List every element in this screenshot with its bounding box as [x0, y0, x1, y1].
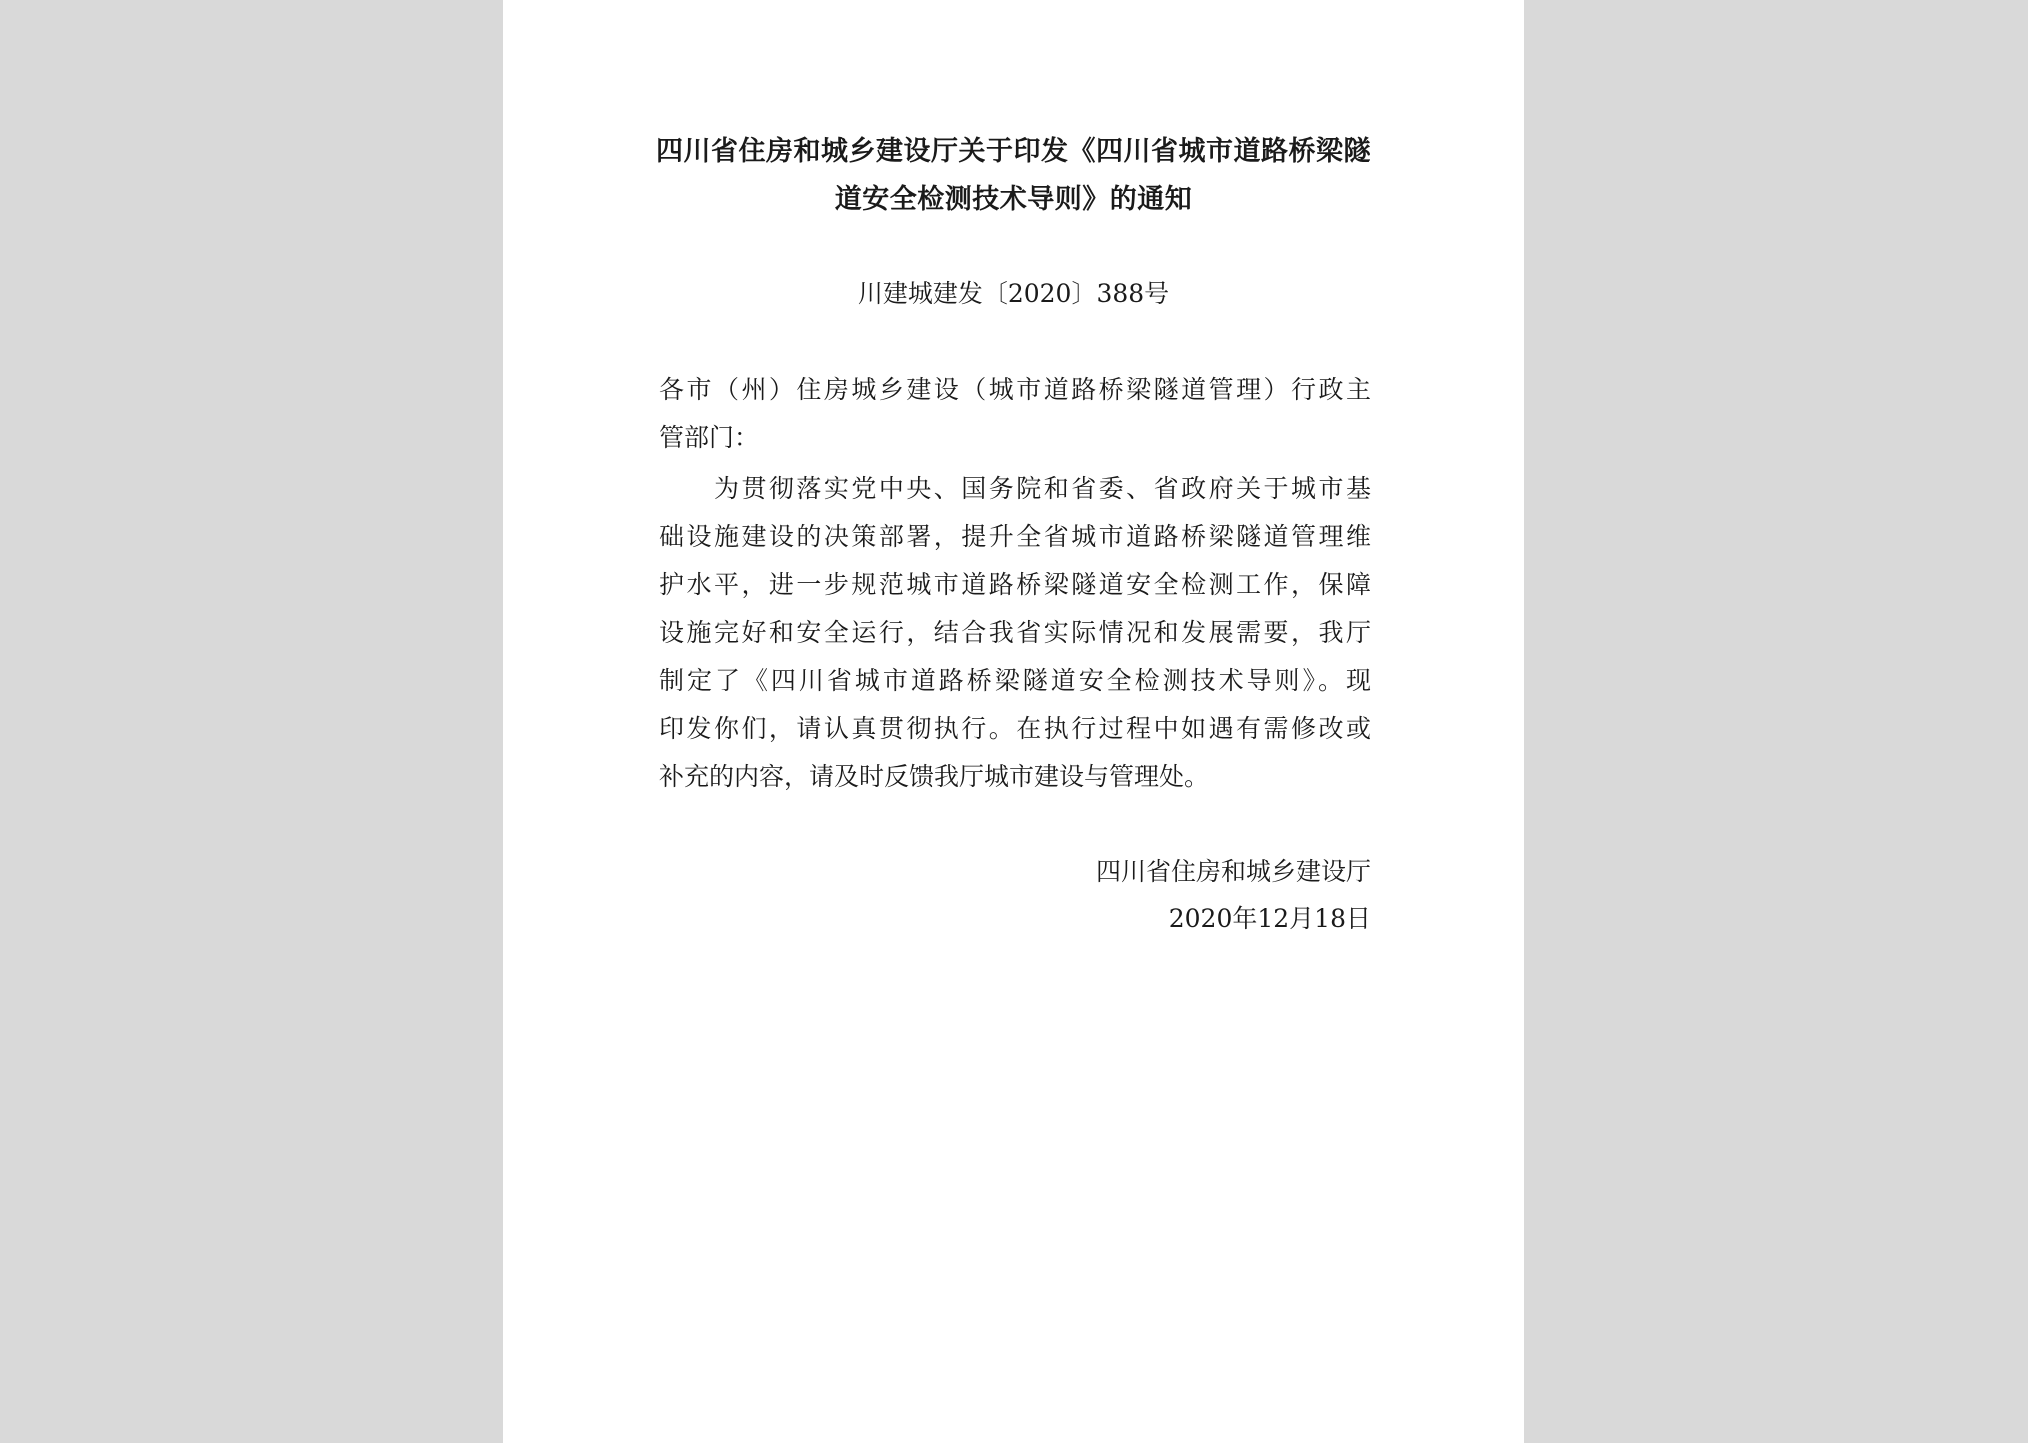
body-line: 补充的内容，请及时反馈我厅城市建设与管理处。 [659, 762, 1210, 791]
body-line: 础设施建设的决策部署，提升全省城市道路桥梁隧道管理维 [659, 522, 1371, 551]
body-line: 印发你们，请认真贯彻执行。在执行过程中如遇有需修改或 [659, 714, 1371, 743]
signature-block [1096, 848, 1371, 942]
document-number: 川建城建发〔2020〕388号 [857, 279, 1170, 308]
document-page [503, 0, 1524, 1443]
body-line: 护水平，进一步规范城市道路桥梁隧道安全检测工作，保障 [659, 570, 1371, 599]
document-title [503, 128, 1524, 224]
recipient-line: 管部门： [659, 423, 760, 452]
title-line: 四川省住房和城乡建设厅关于印发《四川省城市道路桥梁隧 [656, 136, 1371, 167]
signature-organization: 四川省住房和城乡建设厅 [1095, 857, 1371, 886]
body-paragraph [659, 465, 1371, 801]
body-line: 设施完好和安全运行，结合我省实际情况和发展需要，我厅 [659, 618, 1371, 647]
body-line: 制定了《四川省城市道路桥梁隧道安全检测技术导则》。现 [659, 666, 1371, 695]
title-line: 道安全检测技术导则》的通知 [834, 184, 1193, 215]
body-line: 为贯彻落实党中央、国务院和省委、省政府关于城市基 [659, 474, 1371, 503]
recipient-line: 各市（州）住房城乡建设（城市道路桥梁隧道管理）行政主 [659, 375, 1371, 404]
signature-date: 2020年12月18日 [1168, 904, 1371, 933]
recipient [659, 366, 1371, 462]
